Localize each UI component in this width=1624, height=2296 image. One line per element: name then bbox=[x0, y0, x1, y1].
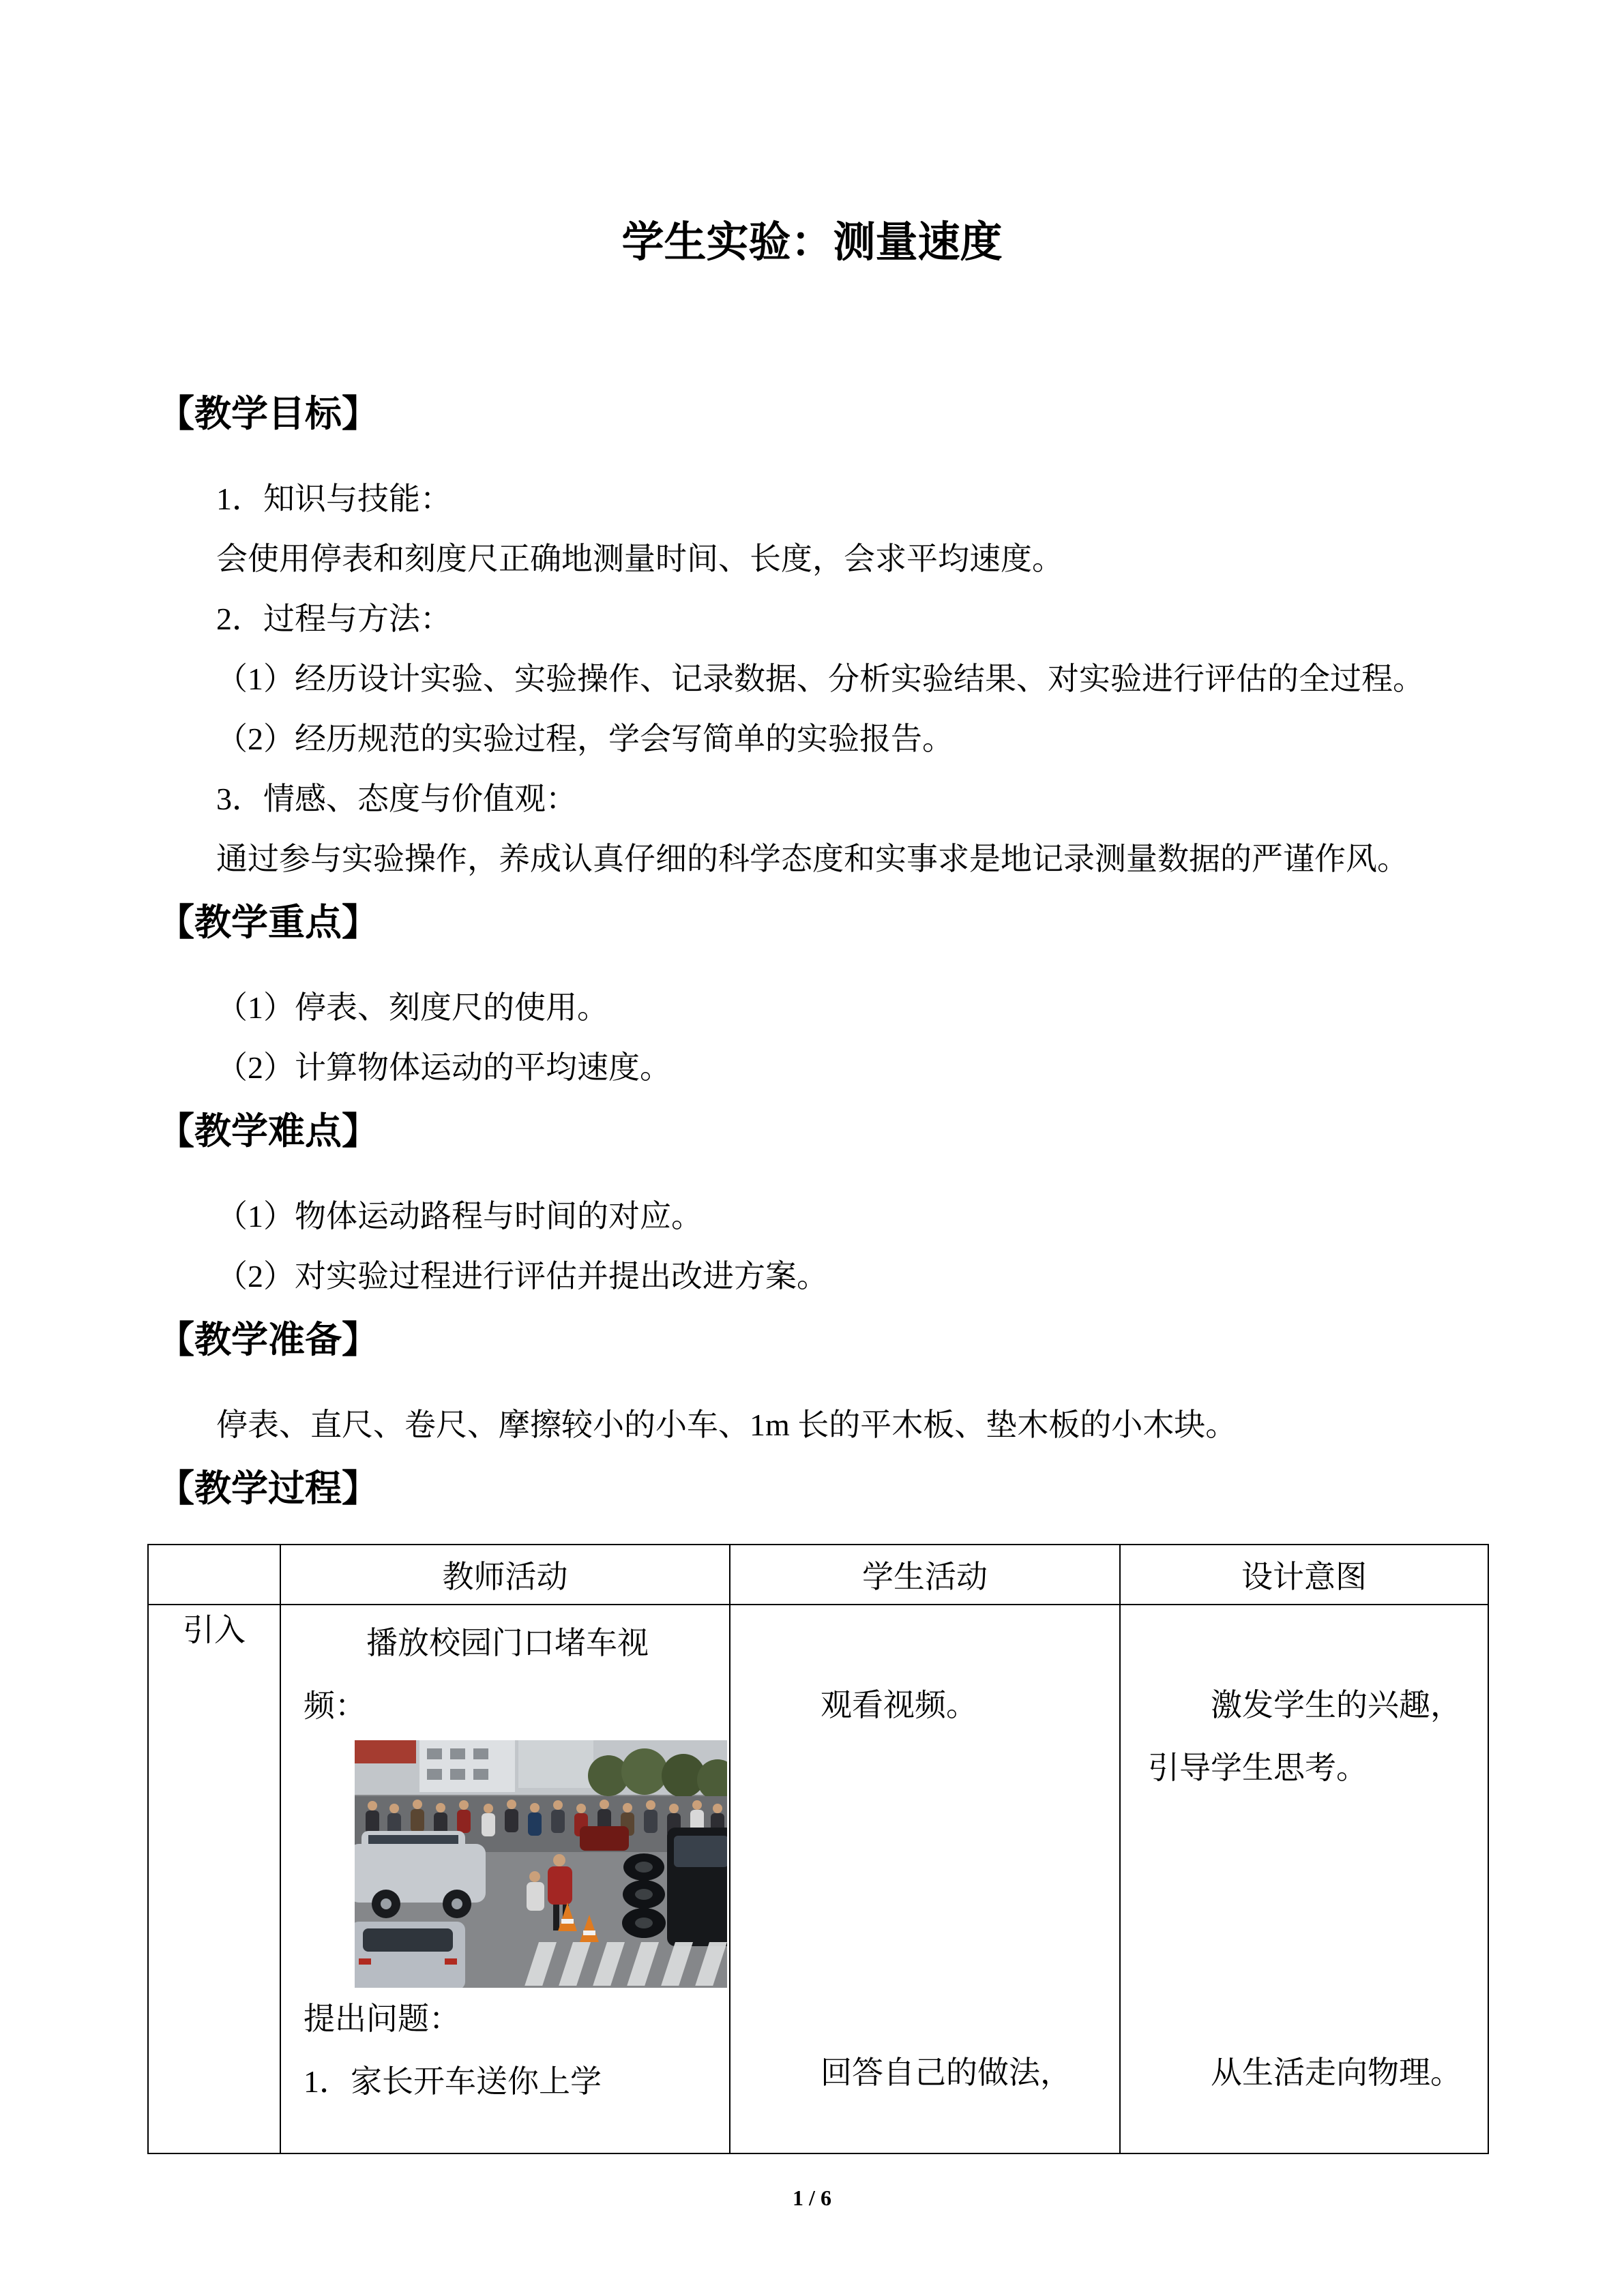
header-student-activity: 学生活动 bbox=[730, 1545, 1120, 1605]
body-line: （1）经历设计实验、实验操作、记录数据、分析实验结果、对实验进行评估的全过程。 bbox=[216, 661, 1424, 696]
student-line-2: 回答自己的做法， bbox=[821, 2055, 1072, 2090]
heading-preparation: 【教学准备】 bbox=[158, 1320, 379, 1360]
stage-cell bbox=[148, 1605, 280, 2153]
intent-line-2: 引导学生思考。 bbox=[1148, 1750, 1368, 1785]
student-activity-cell bbox=[730, 1605, 1120, 2153]
header-teacher-activity: 教师活动 bbox=[280, 1545, 730, 1605]
heading-key-points: 【教学重点】 bbox=[158, 902, 379, 943]
table-row-introduction bbox=[148, 1605, 1488, 2153]
body-line: （1）物体运动路程与时间的对应。 bbox=[216, 1199, 703, 1234]
body-line: （2）经历规范的实验过程，学会写简单的实验报告。 bbox=[216, 721, 954, 756]
body-line: 1．知识与技能： bbox=[216, 481, 452, 516]
teacher-question-1: 1．家长开车送你上学 bbox=[304, 2064, 602, 2099]
traffic-jam-photo bbox=[355, 1740, 727, 1988]
intent-line-1: 激发学生的兴趣， bbox=[1211, 1688, 1462, 1723]
teaching-process-table bbox=[147, 1544, 1489, 2154]
header-design-intent: 设计意图 bbox=[1120, 1545, 1488, 1605]
student-line-1: 观看视频。 bbox=[821, 1688, 977, 1723]
header-stage bbox=[148, 1545, 280, 1605]
body-line: 3．情感、态度与价值观： bbox=[216, 781, 577, 816]
design-intent-cell bbox=[1120, 1605, 1488, 2153]
section-preparation bbox=[158, 1316, 1556, 1455]
body-line: 会使用停表和刻度尺正确地测量时间、长度，会求平均速度。 bbox=[216, 541, 1063, 576]
body-line: （1）停表、刻度尺的使用。 bbox=[216, 990, 608, 1025]
stage-label: 引入 bbox=[183, 1613, 246, 1648]
section-process bbox=[158, 1465, 1556, 1512]
heading-process: 【教学过程】 bbox=[158, 1468, 379, 1509]
body-line: 2．过程与方法： bbox=[216, 601, 452, 636]
heading-objectives: 【教学目标】 bbox=[158, 393, 379, 434]
teacher-question-label: 提出问题： bbox=[304, 2001, 460, 2036]
section-difficulties bbox=[158, 1107, 1556, 1307]
body-line: （2）对实验过程进行评估并提出改进方案。 bbox=[216, 1259, 828, 1294]
teacher-line-1: 播放校园门口堵车视 bbox=[366, 1626, 649, 1660]
body-line: 停表、直尺、卷尺、摩擦较小的小车、1m 长的平木板、垫木板的小木块。 bbox=[216, 1407, 1237, 1442]
page-number: 1 / 6 bbox=[793, 2186, 831, 2210]
body-line: （2）计算物体运动的平均速度。 bbox=[216, 1050, 671, 1085]
section-objectives bbox=[158, 390, 1556, 889]
section-key-points bbox=[158, 899, 1556, 1098]
heading-difficulties: 【教学难点】 bbox=[158, 1111, 379, 1152]
teacher-line-2: 频： bbox=[304, 1688, 366, 1723]
teacher-activity-cell bbox=[280, 1605, 730, 2153]
intent-line-3: 从生活走向物理。 bbox=[1211, 2055, 1462, 2090]
table-header-row bbox=[148, 1545, 1488, 1605]
document-title: 学生实验：测量速度 bbox=[621, 220, 1003, 266]
traffic-jam-photo-graphic bbox=[355, 1740, 727, 1988]
body-line: 通过参与实验操作，养成认真仔细的科学态度和实事求是地记录测量数据的严谨作风。 bbox=[216, 841, 1408, 876]
